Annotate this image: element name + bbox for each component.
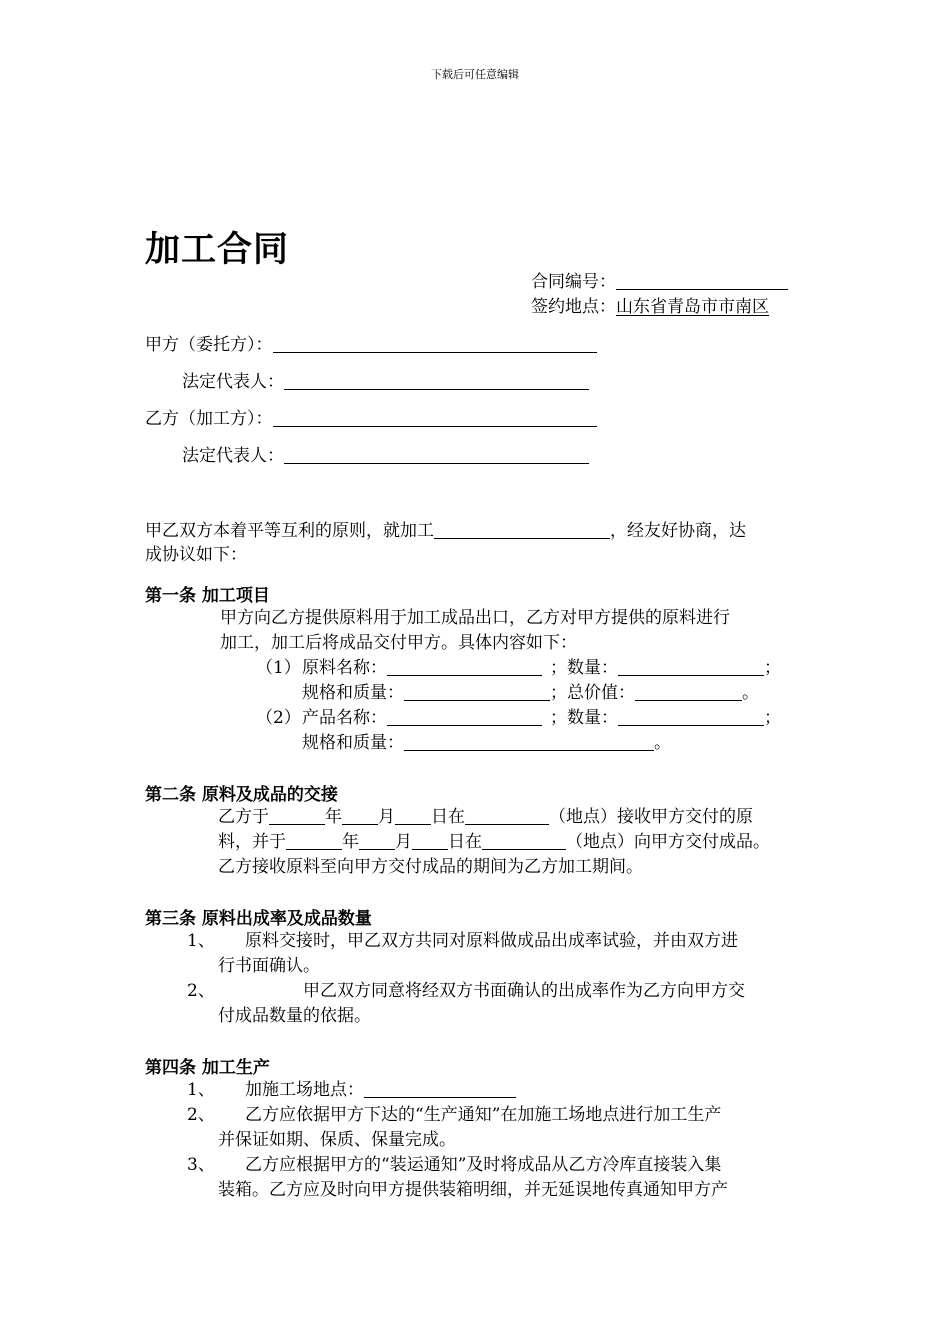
party-b-rep-row: [182, 444, 589, 468]
product-name-label: 产品名称：: [302, 708, 387, 728]
header-note: 下载后可任意编辑: [431, 68, 519, 81]
preamble-text-1: 甲乙双方本着平等互利的原则，就加工: [145, 521, 434, 541]
article-1-heading: 第一条 加工项目: [145, 586, 270, 606]
semicolon: ；: [764, 658, 781, 678]
party-b-rep-blank: [284, 445, 589, 464]
deliver-day-blank: [412, 831, 448, 850]
article-3-item-1-num: 1、: [187, 931, 215, 951]
preamble-line-2: 成协议如下：: [145, 545, 247, 565]
processing-item-blank: [434, 520, 610, 539]
deliver-place-blank: [482, 831, 566, 850]
party-a-rep-row: [182, 370, 589, 394]
article-4-item-2-line-1: 乙方应依据甲方下达的“生产通知”在加施工场地点进行加工生产: [245, 1105, 722, 1125]
party-a-rep-label: 法定代表人：: [182, 372, 284, 392]
signing-location-row: [531, 295, 769, 319]
article-4-item-3-line-2: 装箱。乙方应及时向甲方提供装箱明细，并无延误地传真通知甲方产: [218, 1180, 728, 1200]
period: 。: [654, 733, 671, 753]
text: 料，并于: [218, 832, 286, 852]
article-1-item-2-spec-row: [302, 731, 671, 755]
party-b-label: 乙方（加工方）：: [145, 409, 273, 429]
text: 月: [378, 807, 395, 827]
article-4-item-1-num: 1、: [187, 1080, 215, 1100]
contract-number-label: 合同编号：: [531, 272, 616, 292]
page-title: 加工合同: [145, 230, 290, 270]
party-a-label: 甲方（委托方）：: [145, 335, 273, 355]
article-4-item-2-num: 2、: [187, 1105, 215, 1125]
text: 日在: [448, 832, 482, 852]
article-3-item-2-num: 2、: [187, 981, 215, 1001]
text: 年: [325, 807, 342, 827]
article-4-item-2-line-2: 并保证如期、保质、保量完成。: [218, 1130, 456, 1150]
raw-material-qty-label: ；数量：: [550, 658, 618, 678]
article-2-line-3: 乙方接收原料至向甲方交付成品的期间为乙方加工期间。: [218, 857, 643, 877]
receive-place-blank: [465, 806, 549, 825]
signing-location-label: 签约地点：: [531, 297, 616, 317]
article-3-item-1-line-2: 行书面确认。: [218, 956, 320, 976]
preamble-line-1: [145, 519, 746, 543]
product-qty-label: ；数量：: [550, 708, 618, 728]
article-1-item-1-row: [302, 656, 781, 680]
raw-material-spec-label: 规格和质量：: [302, 683, 404, 703]
receive-year-blank: [269, 806, 325, 825]
text: 年: [342, 832, 359, 852]
total-value-label: ；总价值：: [550, 683, 635, 703]
product-name-blank: [387, 707, 542, 726]
party-a-blank: [273, 334, 597, 353]
product-spec-blank: [404, 732, 654, 751]
text: 乙方于: [218, 807, 269, 827]
period: 。: [742, 683, 759, 703]
party-a-row: [145, 333, 597, 357]
factory-location-blank: [364, 1079, 516, 1098]
total-value-blank: [635, 682, 742, 701]
factory-location-label: 加施工场地点：: [245, 1080, 364, 1100]
raw-material-name-blank: [387, 657, 542, 676]
text: （地点）接收甲方交付的原: [549, 807, 753, 827]
party-b-rep-label: 法定代表人：: [182, 446, 284, 466]
preamble-text-2: ，经友好协商，达: [610, 521, 746, 541]
article-1-line-1: 甲方向乙方提供原料用于加工成品出口，乙方对甲方提供的原料进行: [220, 608, 730, 628]
text: 日在: [431, 807, 465, 827]
article-3-item-2-line-1: 甲乙双方同意将经双方书面确认的出成率作为乙方向甲方交: [303, 981, 745, 1001]
contract-number-row: [531, 270, 788, 294]
raw-material-qty-blank: [618, 657, 764, 676]
semicolon: ；: [764, 708, 781, 728]
article-3-heading: 第三条 原料出成率及成品数量: [145, 909, 372, 929]
raw-material-name-label: 原料名称：: [302, 658, 387, 678]
text: （地点）向甲方交付成品。: [566, 832, 770, 852]
article-1-item-1-num: （1）: [256, 658, 301, 678]
article-1-line-2: 加工，加工后将成品交付甲方。具体内容如下：: [220, 633, 577, 653]
article-2-heading: 第二条 原料及成品的交接: [145, 785, 338, 805]
signing-location-value: 山东省青岛市市南区: [616, 297, 769, 317]
article-2-line-2: [218, 830, 770, 854]
article-2-line-1: [218, 805, 753, 829]
receive-day-blank: [395, 806, 431, 825]
product-spec-label: 规格和质量：: [302, 733, 404, 753]
raw-material-spec-blank: [404, 682, 550, 701]
article-4-item-3-num: 3、: [187, 1155, 215, 1175]
party-b-blank: [273, 408, 597, 427]
contract-number-blank: [616, 271, 788, 290]
article-3-item-2-line-2: 付成品数量的依据。: [218, 1006, 371, 1026]
receive-month-blank: [342, 806, 378, 825]
article-3-item-1-line-1: 原料交接时，甲乙双方共同对原料做成品出成率试验，并由双方进: [245, 931, 738, 951]
party-b-row: [145, 407, 597, 431]
article-1-item-2-row: [302, 706, 781, 730]
article-1-item-2-num: （2）: [256, 708, 301, 728]
article-4-heading: 第四条 加工生产: [145, 1058, 270, 1078]
party-a-rep-blank: [284, 371, 589, 390]
article-4-item-1: [245, 1078, 516, 1102]
deliver-year-blank: [286, 831, 342, 850]
article-4-item-3-line-1: 乙方应根据甲方的“装运通知”及时将成品从乙方冷库直接装入集: [245, 1155, 722, 1175]
text: 月: [395, 832, 412, 852]
product-qty-blank: [618, 707, 764, 726]
deliver-month-blank: [359, 831, 395, 850]
article-1-item-1-spec-row: [302, 681, 759, 705]
